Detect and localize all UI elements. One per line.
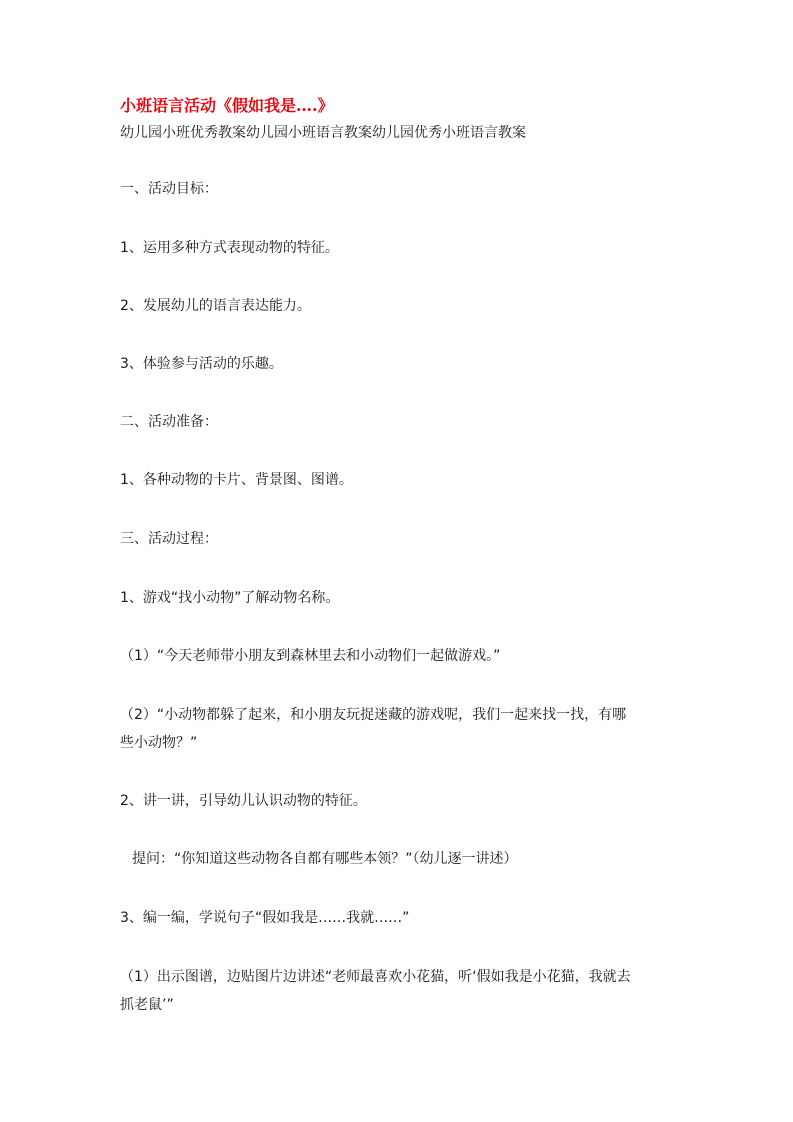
- goal-item-1: 1、运用多种方式表现动物的特征。: [120, 240, 339, 256]
- document-title: 小班语言活动《假如我是….》: [120, 96, 334, 115]
- process-step-1-sub-2: （2）“小动物都躲了起来，和小朋友玩捉迷藏的游戏呢，我们一起来找一找，有哪: [120, 707, 627, 723]
- process-step-1-sub-2-continued: 些小动物？”: [120, 735, 198, 751]
- goal-item-3: 3、体验参与活动的乐趣。: [120, 356, 283, 372]
- section-heading-goals: 一、活动目标：: [120, 181, 218, 197]
- process-step-3: 3、编一编，学说句子“假如我是……我就……”: [120, 910, 410, 926]
- process-step-1-sub-1: （1）“今天老师带小朋友到森林里去和小动物们一起做游戏。”: [120, 648, 501, 664]
- section-heading-preparation: 二、活动准备：: [120, 414, 218, 430]
- preparation-item-1: 1、各种动物的卡片、背景图、图谱。: [120, 472, 353, 488]
- process-step-2: 2、讲一讲，引导幼儿认识动物的特征。: [120, 793, 367, 809]
- section-heading-process: 三、活动过程：: [120, 531, 218, 547]
- process-step-3-sub-1: （1）出示图谱，边贴图片边讲述“老师最喜欢小花猫，听‘假如我是小花猫，我就去: [120, 969, 631, 985]
- goal-item-2: 2、发展幼儿的语言表达能力。: [120, 298, 311, 314]
- process-step-1: 1、游戏“找小动物”了解动物名称。: [120, 590, 340, 606]
- process-step-2-question: 提问：“你知道这些动物各自都有哪些本领？”（幼儿逐一讲述）: [132, 851, 518, 867]
- process-step-3-sub-1-continued: 抓老鼠’”: [120, 997, 174, 1013]
- document-subtitle: 幼儿园小班优秀教案幼儿园小班语言教案幼儿园优秀小班语言教案: [120, 125, 526, 141]
